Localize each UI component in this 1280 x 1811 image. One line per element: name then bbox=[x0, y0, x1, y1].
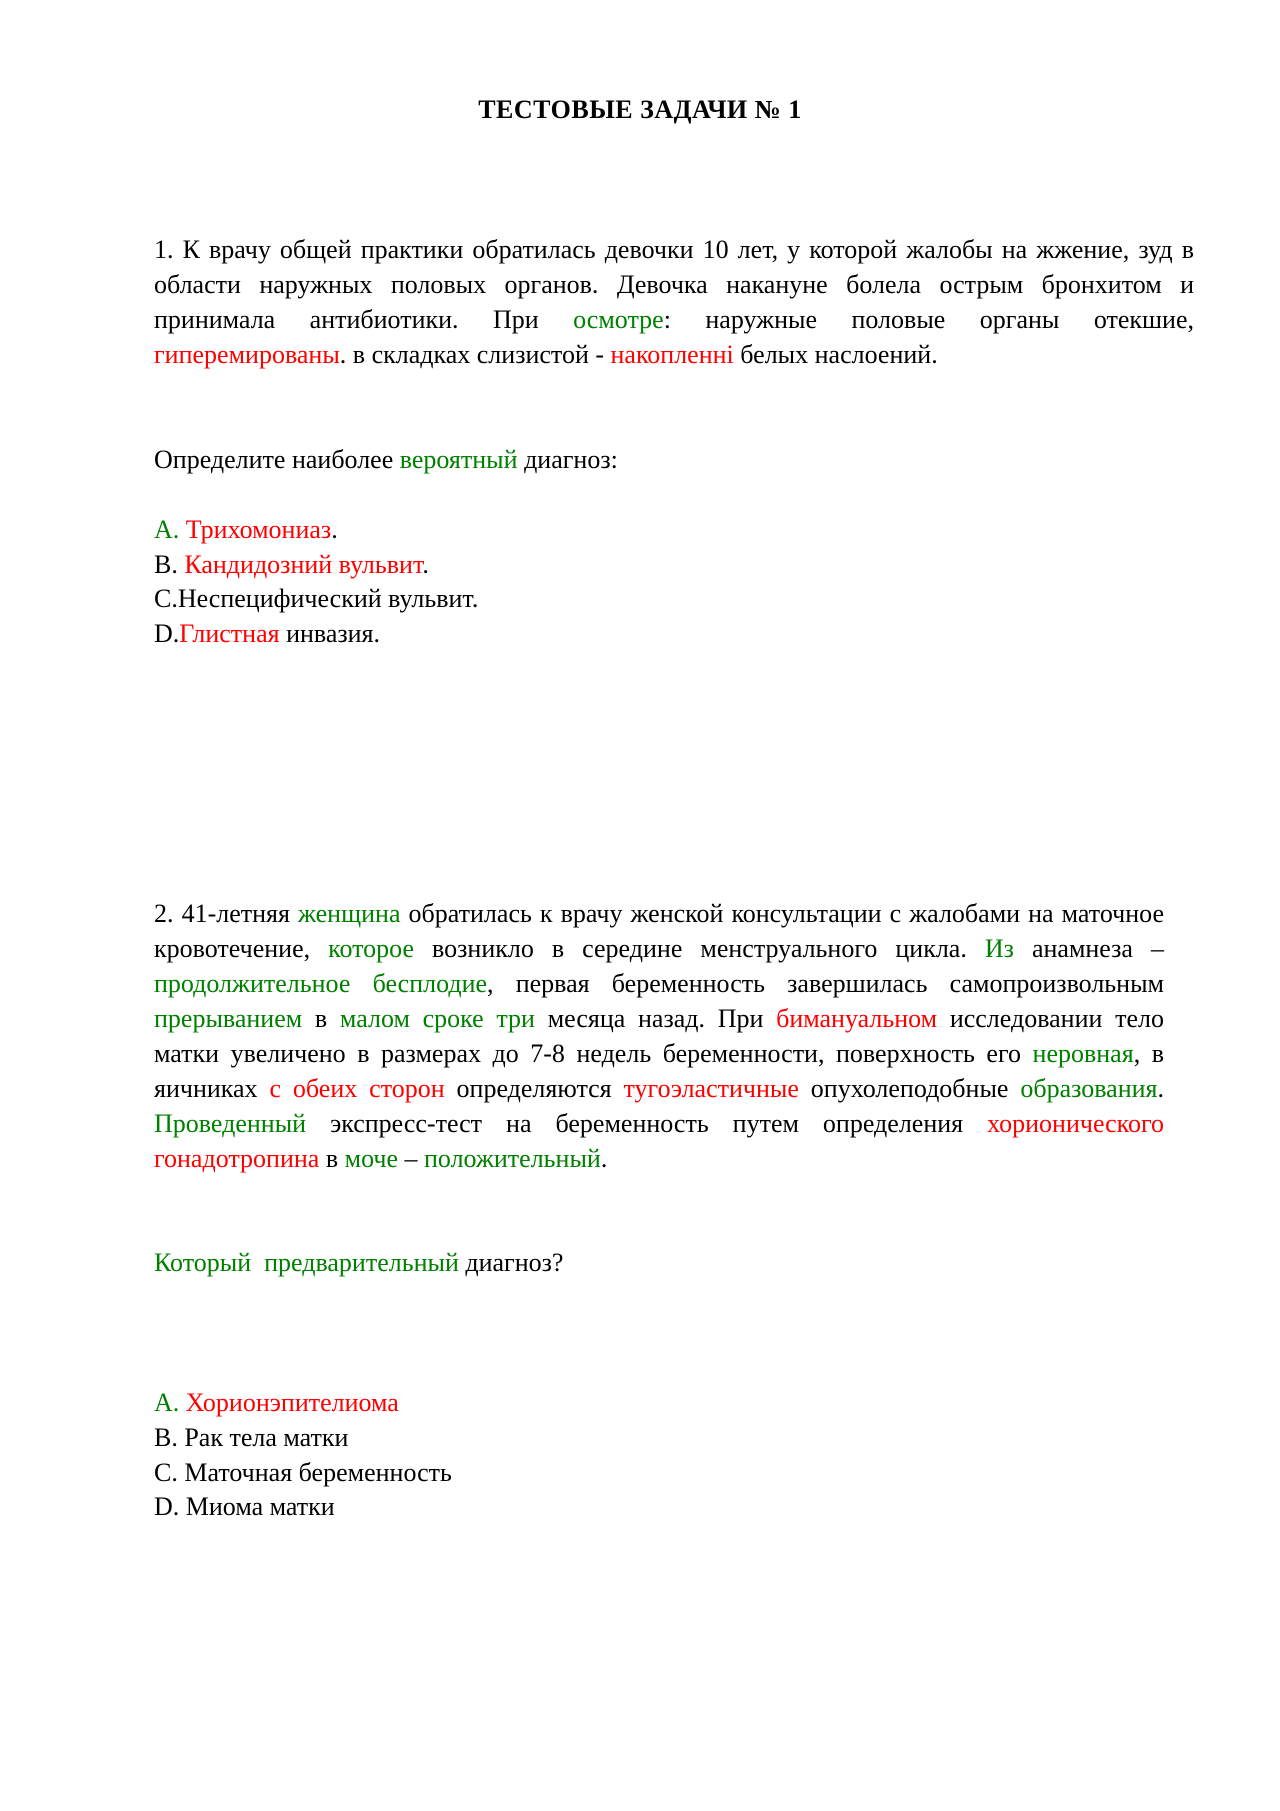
text-segment: инвазия. bbox=[279, 619, 381, 648]
text-segment: 2. 41-летняя bbox=[154, 899, 299, 928]
text-segment: экспресс-тест на беременность путем определения bbox=[306, 1109, 988, 1138]
task-2-option-a bbox=[154, 1385, 399, 1420]
highlighted-red-text: с обеих сторон bbox=[269, 1074, 445, 1103]
highlighted-red-text: Хорионэпителиома bbox=[185, 1388, 399, 1417]
text-segment: в bbox=[319, 1144, 345, 1173]
text-segment: C.Неспецифический вульвит. bbox=[154, 584, 479, 613]
text-segment: . в складках слизистой - bbox=[339, 340, 611, 369]
text-segment: : наружные половые органы отекшие, bbox=[663, 305, 1194, 334]
task-1-option-d bbox=[154, 616, 380, 651]
text-segment: D. bbox=[154, 619, 180, 648]
text-segment: диагноз? bbox=[458, 1248, 564, 1277]
text-segment: , в яичниках bbox=[154, 1039, 1164, 1103]
task-2-option-d bbox=[154, 1489, 335, 1524]
highlighted-red-text: гиперемированы bbox=[154, 340, 340, 369]
highlighted-red-text: тугоэластичные bbox=[623, 1074, 799, 1103]
task-2-question bbox=[154, 1245, 563, 1280]
highlighted-red-text: хорионического гонадотропина bbox=[154, 1109, 1164, 1173]
highlighted-green-text: образования bbox=[1020, 1074, 1158, 1103]
highlighted-green-text: которое bbox=[328, 934, 415, 963]
highlighted-red-text: Трихомониаз bbox=[185, 515, 332, 544]
task-1-question bbox=[154, 442, 618, 477]
task-2-option-c bbox=[154, 1455, 452, 1490]
text-segment: белых наслоений. bbox=[733, 340, 938, 369]
highlighted-green-text: прерыванием bbox=[154, 1004, 303, 1033]
text-segment: – bbox=[398, 1144, 425, 1173]
text-segment: D. Миома матки bbox=[154, 1492, 335, 1521]
task-1-text bbox=[154, 232, 1194, 372]
highlighted-green-text: A. bbox=[154, 515, 186, 544]
text-segment: . bbox=[422, 550, 429, 579]
highlighted-green-text: Из bbox=[984, 934, 1014, 963]
highlighted-green-text: положительный bbox=[424, 1144, 601, 1173]
highlighted-green-text: Проведенный bbox=[154, 1109, 307, 1138]
task-2-option-b bbox=[154, 1420, 348, 1455]
text-segment: . bbox=[600, 1144, 608, 1173]
highlighted-green-text: продолжительное бесплодие bbox=[154, 969, 488, 998]
text-segment: исследовании тело матки увеличено в размерах до 7-8 недель беременности, поверхность его bbox=[154, 1004, 1165, 1068]
text-segment: 1. К врачу общей практики обратилась девочки 10 лет, у которой жалобы на жжение, зуд в области наружных половых органов. Девочка накануне болела острым бронхитом и принимала антибиотики. При bbox=[154, 235, 1194, 334]
highlighted-green-text: неровная bbox=[1032, 1039, 1134, 1068]
text-segment: B. Рак тела матки bbox=[154, 1423, 349, 1452]
highlighted-red-text: Глистная bbox=[179, 619, 280, 648]
highlighted-green-text: вероятный bbox=[399, 445, 518, 474]
text-segment: опухолеподобные bbox=[798, 1074, 1021, 1103]
highlighted-green-text: женщина bbox=[298, 899, 401, 928]
highlighted-green-text: осмотре bbox=[573, 305, 664, 334]
text-segment: месяца назад. При bbox=[534, 1004, 777, 1033]
task-1-option-a bbox=[154, 512, 338, 547]
text-segment: . bbox=[1157, 1074, 1165, 1103]
highlighted-green-text: малом сроке три bbox=[339, 1004, 535, 1033]
task-2-text bbox=[154, 896, 1164, 1176]
page-title: ТЕСТОВЫЕ ЗАДАЧИ № 1 bbox=[478, 95, 802, 124]
highlighted-green-text: Который предварительный bbox=[154, 1248, 459, 1277]
text-segment: возникло в середине менструального цикла. bbox=[414, 934, 985, 963]
text-segment: анамнеза – bbox=[1013, 934, 1164, 963]
highlighted-red-text: бимануальном bbox=[776, 1004, 938, 1033]
text-segment: C. Маточная беременность bbox=[154, 1458, 452, 1487]
text-segment: диагноз: bbox=[517, 445, 618, 474]
highlighted-green-text: моче bbox=[344, 1144, 399, 1173]
task-1-option-b bbox=[154, 547, 429, 582]
task-1-option-c bbox=[154, 581, 478, 616]
text-segment: обратилась к врачу женской консультации с жалобами на маточное кровотечение, bbox=[154, 899, 1164, 963]
highlighted-green-text: A. bbox=[154, 1388, 186, 1417]
text-segment: , первая беременность завершилась самопроизвольным bbox=[487, 969, 1164, 998]
text-segment: в bbox=[302, 1004, 340, 1033]
text-segment: определяются bbox=[444, 1074, 624, 1103]
highlighted-red-text: Кандидозний вульвит bbox=[184, 550, 423, 579]
text-segment: Определите наиболее bbox=[154, 445, 400, 474]
highlighted-red-text: накопленні bbox=[610, 340, 734, 369]
text-segment: B. bbox=[154, 550, 185, 579]
text-segment: . bbox=[331, 515, 338, 544]
